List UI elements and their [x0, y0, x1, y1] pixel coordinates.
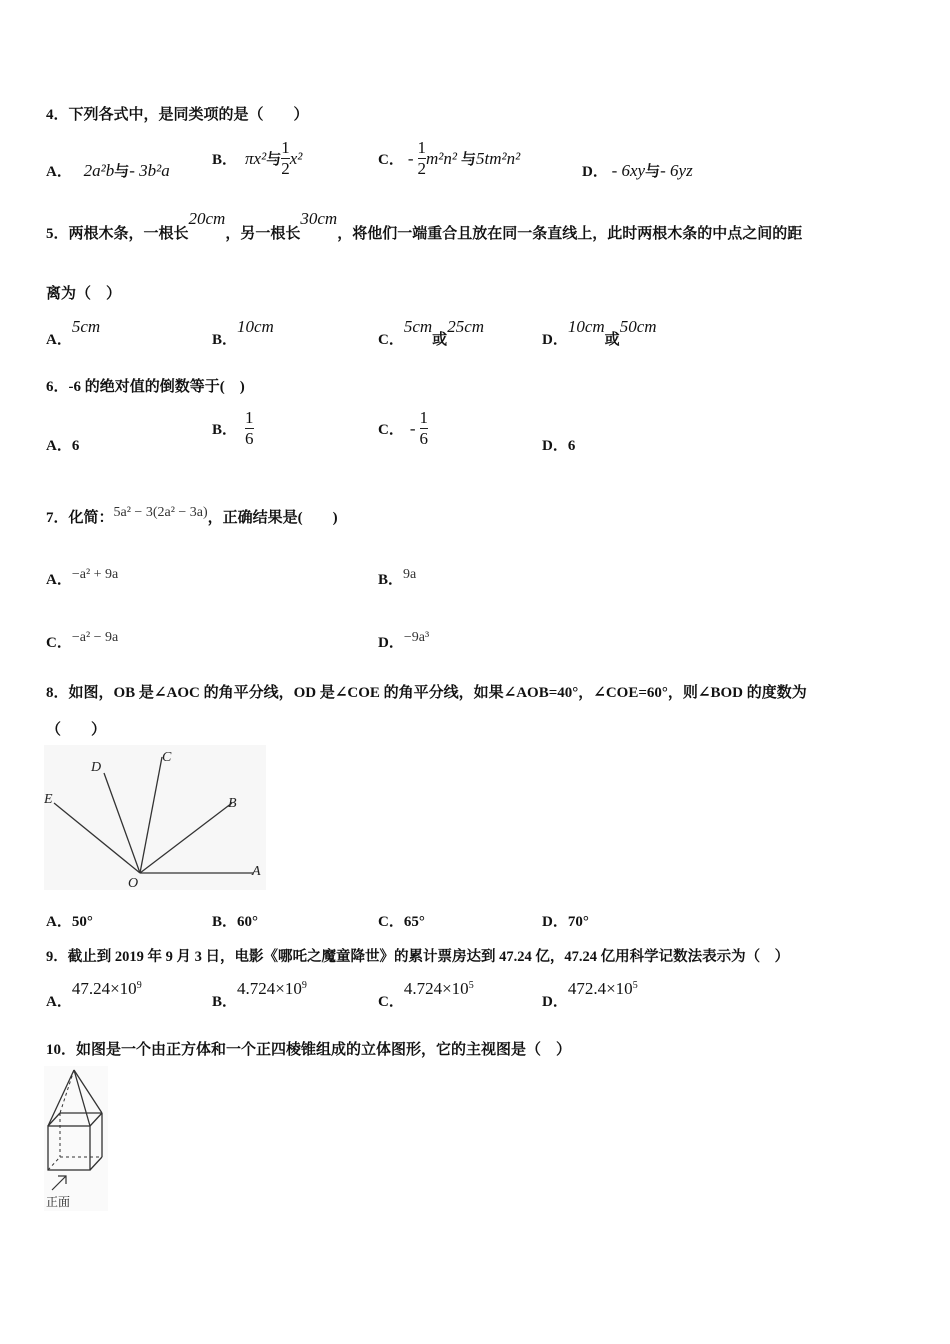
- q7-b-value: 9a: [403, 567, 417, 582]
- q9-c-exp: 5: [468, 980, 474, 991]
- q6-a-value: 6: [71, 438, 80, 454]
- q5-len2: 30cm: [300, 209, 338, 228]
- q8-d-label: D．: [542, 914, 568, 930]
- q7-option-d[interactable]: [378, 631, 429, 652]
- q5-a-label: A．: [46, 332, 72, 348]
- q4-c-fraction: [418, 138, 427, 179]
- q8-b-value: 60°: [237, 914, 259, 930]
- q7-c-label: C．: [46, 635, 72, 651]
- q4-b-expr1: πx²: [245, 148, 267, 168]
- q5-a-value: 5cm: [71, 317, 101, 336]
- q9-stem: 9．截止到 2019 年 9 月 3 日，电影《哪吒之魔童降世》的累计票房达到 47.24 亿，47.24 亿用科学记数法表示为（ ）: [46, 949, 790, 965]
- q5-option-b[interactable]: [212, 317, 274, 349]
- q6-option-a[interactable]: [46, 434, 79, 455]
- q4-d-expr2: - 6yz: [660, 161, 693, 180]
- q9-a-label: A．: [46, 994, 72, 1010]
- q6-a-label: A．: [46, 438, 72, 454]
- q4-b-label: B．: [212, 152, 238, 168]
- q4-c-label: C．: [378, 152, 404, 168]
- q9-d-base: 472.4×10: [567, 979, 633, 998]
- q5-stem-part3: ，将他们一端重合且放在同一条直线上，此时两根木条的中点之间的距: [337, 226, 803, 242]
- q10-stem: 10．如图是一个由正方体和一个正四棱锥组成的立体图形，它的主视图是（ ）: [46, 1042, 572, 1058]
- q4-c-sign: -: [407, 148, 414, 168]
- q8-angle-figure: [44, 745, 266, 890]
- q10-caption: 正面: [46, 1195, 71, 1209]
- q5-d-label: D．: [542, 332, 568, 348]
- q5-stem-line2: 离为（ ）: [46, 286, 122, 302]
- q4-c-den: 2: [417, 159, 427, 178]
- q4-a-expr2: - 3b²a: [129, 161, 170, 180]
- q5-stem: [46, 209, 803, 243]
- label-o: O: [128, 876, 139, 890]
- q6-d-value: 6: [567, 438, 576, 454]
- q7-stem-part2: ，正确结果是( ): [207, 510, 338, 526]
- q8-option-b[interactable]: [212, 910, 258, 931]
- q9-c-label: C．: [378, 994, 404, 1010]
- q7-stem-part1: 7．化简：: [46, 510, 114, 526]
- label-d: D: [91, 760, 102, 775]
- q8-b-label: B．: [212, 914, 238, 930]
- q4-c-expr2: 5tm²n²: [476, 148, 521, 168]
- q6-stem: 6．-6 的绝对值的倒数等于( ): [46, 379, 245, 395]
- q5-c-value2: 25cm: [447, 317, 485, 336]
- q6-option-b[interactable]: [212, 408, 254, 449]
- q4-b-den: 2: [281, 159, 290, 178]
- q4-option-d[interactable]: [582, 160, 693, 181]
- q7-a-label: A．: [46, 572, 72, 588]
- q4-b-fraction: [281, 138, 290, 179]
- q4-d-expr1: - 6xy: [611, 161, 646, 180]
- q7-a-value: −a² + 9a: [71, 567, 119, 582]
- q8-option-d[interactable]: [542, 910, 589, 931]
- q4-c-conn: 与: [461, 152, 477, 168]
- q7-option-b[interactable]: [378, 568, 416, 589]
- q8-c-value: 65°: [403, 914, 425, 930]
- q7-d-value: −9a³: [403, 630, 430, 645]
- q5-b-label: B．: [212, 332, 238, 348]
- q9-a-base: 47.24×10: [71, 979, 137, 998]
- q10-solid-figure: [44, 1066, 108, 1211]
- q5-option-a[interactable]: [46, 317, 101, 349]
- q5-option-d[interactable]: [542, 317, 657, 349]
- q5-c-or: 或: [432, 332, 448, 348]
- q6-c-sign: -: [409, 418, 416, 438]
- q4-option-a[interactable]: [46, 160, 170, 181]
- q5-stem-part2: ，另一根长: [225, 226, 301, 242]
- q6-option-c[interactable]: [378, 408, 428, 449]
- q5-d-value1: 10cm: [567, 317, 605, 336]
- q4-d-label: D．: [582, 164, 608, 180]
- q6-d-label: D．: [542, 438, 568, 454]
- q8-d-value: 70°: [567, 914, 589, 930]
- q4-option-c[interactable]: [378, 138, 520, 179]
- q6-c-den: 6: [419, 429, 429, 448]
- q4-d-conn: 与: [645, 164, 661, 180]
- q6-c-label: C．: [378, 422, 404, 438]
- q4-stem: 4．下列各式中，是同类项的是（ ）: [46, 107, 309, 123]
- label-c: C: [162, 750, 172, 765]
- q4-b-var: x²: [289, 148, 303, 168]
- q4-a-conn: 与: [114, 164, 130, 180]
- q7-d-label: D．: [378, 635, 404, 651]
- q8-a-label: A．: [46, 914, 72, 930]
- q9-b-base: 4.724×10: [237, 979, 302, 998]
- q9-d-exp: 5: [632, 980, 638, 991]
- q6-b-num: 1: [245, 408, 254, 427]
- q5-len1: 20cm: [188, 209, 226, 228]
- q7-c-value: −a² − 9a: [71, 630, 119, 645]
- q5-c-value1: 5cm: [403, 317, 433, 336]
- q9-b-label: B．: [212, 994, 238, 1010]
- label-b: B: [228, 796, 237, 811]
- q9-b-exp: 9: [301, 980, 307, 991]
- q6-b-den: 6: [245, 429, 254, 448]
- q4-b-num: 1: [281, 138, 290, 157]
- q6-b-fraction: [245, 408, 254, 449]
- q9-c-base: 4.724×10: [403, 979, 469, 998]
- q8-c-label: C．: [378, 914, 404, 930]
- q8-option-c[interactable]: [378, 910, 425, 931]
- q4-a-label: A．: [46, 164, 72, 180]
- q6-c-fraction: [420, 408, 429, 449]
- q4-a-expr1: 2a²b: [83, 161, 115, 180]
- q5-c-label: C．: [378, 332, 404, 348]
- q6-option-d[interactable]: [542, 434, 575, 455]
- q4-b-conn: 与: [266, 152, 282, 168]
- q9-a-exp: 9: [136, 980, 142, 991]
- q4-c-var: m²n²: [426, 148, 457, 168]
- q9-d-label: D．: [542, 994, 568, 1010]
- q5-d-or: 或: [604, 332, 620, 348]
- q5-stem-part1: 5．两根木条，一根长: [46, 226, 189, 242]
- q7-option-a[interactable]: [46, 568, 118, 589]
- q5-option-c[interactable]: [378, 317, 485, 349]
- q6-b-label: B．: [212, 422, 238, 438]
- label-a: A: [252, 864, 261, 879]
- q8-a-value: 50°: [71, 914, 93, 930]
- q8-stem-line2: （ ）: [46, 722, 107, 738]
- q8-stem: 8．如图，OB 是∠AOC 的角平分线，OD 是∠COE 的角平分线，如果∠AOB=40°，∠COE=60°，则∠BOD 的度数为: [46, 685, 807, 701]
- q5-b-value: 10cm: [237, 317, 274, 336]
- q7-b-label: B．: [378, 572, 404, 588]
- label-e: E: [44, 792, 53, 807]
- q5-d-value2: 50cm: [619, 317, 657, 336]
- q4-option-b[interactable]: [212, 138, 302, 179]
- q7-stem: [46, 506, 338, 527]
- q6-c-num: 1: [419, 408, 429, 427]
- q8-option-a[interactable]: [46, 910, 93, 931]
- q7-expression: 5a² − 3(2a² − 3a): [113, 505, 208, 520]
- q4-c-num: 1: [417, 138, 427, 157]
- q7-option-c[interactable]: [46, 631, 118, 652]
